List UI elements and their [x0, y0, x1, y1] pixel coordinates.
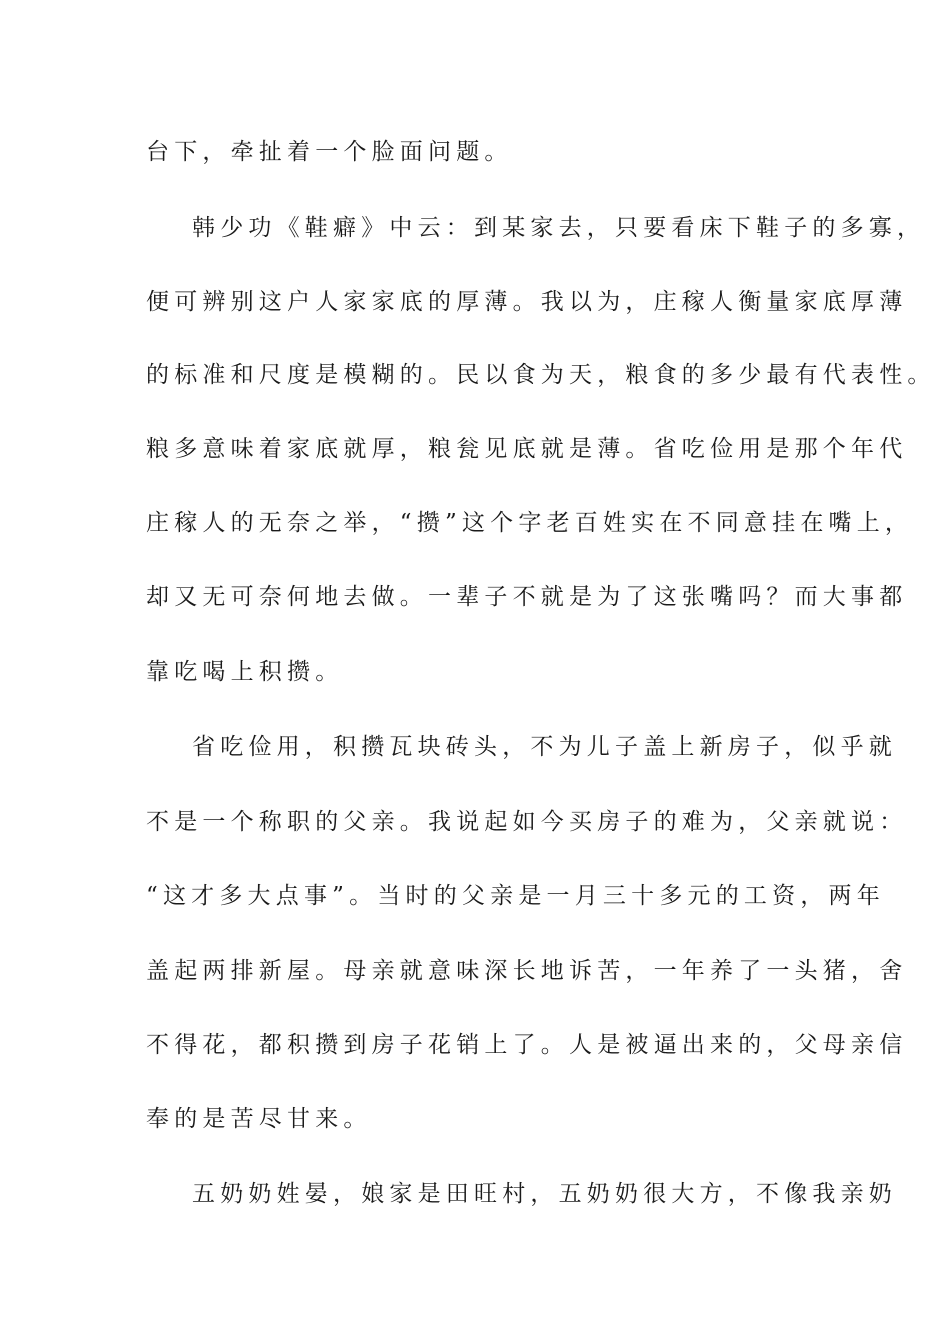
text-line: 不是一个称职的父亲。我说起如今买房子的难为，父亲就说：	[146, 809, 908, 835]
text-line: 靠吃喝上积攒。	[146, 659, 344, 685]
text-line: 粮多意味着家底就厚，粮瓮见底就是薄。省吃俭用是那个年代	[146, 436, 908, 462]
paragraph-first-line: 五奶奶姓晏，娘家是田旺村，五奶奶很大方，不像我亲奶	[192, 1181, 897, 1207]
paragraph-first-line: 韩少功《鞋癖》中云：到某家去，只要看床下鞋子的多寡，	[192, 215, 926, 241]
text-line: 庄稼人的无奈之举，“攒”这个字老百姓实在不同意挂在嘴上，	[146, 510, 914, 536]
text-line: “这才多大点事”。当时的父亲是一月三十多元的工资，两年	[146, 883, 885, 909]
text-line: 却又无可奈何地去做。一辈子不就是为了这张嘴吗？而大事都	[146, 584, 908, 610]
text-line: 奉的是苦尽甘来。	[146, 1106, 372, 1132]
text-line: 不得花，都积攒到房子花销上了。人是被逼出来的，父母亲信	[146, 1032, 908, 1058]
paragraph-first-line: 省吃俭用，积攒瓦块砖头，不为儿子盖上新房子，似乎就	[192, 734, 897, 760]
text-line: 台下，牵扯着一个脸面问题。	[146, 139, 513, 165]
text-line: 盖起两排新屋。母亲就意味深长地诉苦，一年养了一头猪，舍	[146, 958, 908, 984]
text-line: 便可辨别这户人家家底的厚薄。我以为，庄稼人衡量家底厚薄	[146, 289, 908, 315]
text-line: 的标准和尺度是模糊的。民以食为天，粮食的多少最有代表性。	[146, 362, 936, 388]
